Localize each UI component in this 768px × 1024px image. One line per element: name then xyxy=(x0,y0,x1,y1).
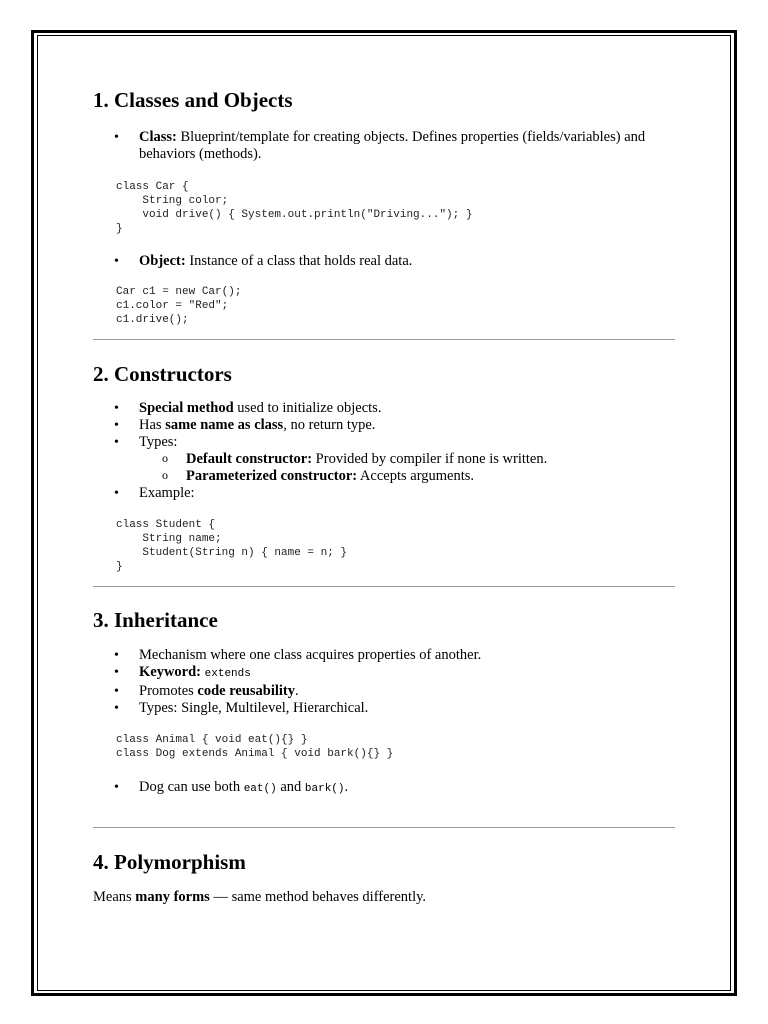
constructor-bullet-special xyxy=(93,400,675,417)
default-constructor-term: Default constructor: xyxy=(186,451,313,467)
dog-bullet-list xyxy=(93,779,675,798)
inheritance-bullet-list xyxy=(93,647,675,717)
car-object-code: Car c1 = new Car(); c1.color = "Red"; c1.drive(); xyxy=(116,286,242,326)
dog-and: and xyxy=(276,779,305,795)
dog-methods-bullet xyxy=(93,779,675,798)
reuse-prefix: Promotes xyxy=(139,683,198,699)
section-heading-inheritance: 3. Inheritance xyxy=(93,608,218,632)
inheritance-bullet-keyword xyxy=(93,664,675,683)
animal-dog-code: class Animal { void eat(){} } class Dog extends Animal { void bark(){} } xyxy=(116,734,394,760)
class-term: Class: xyxy=(139,129,177,145)
reuse-suffix: . xyxy=(295,683,299,699)
dog-prefix: Dog can use both xyxy=(139,779,244,795)
section-divider xyxy=(93,339,675,340)
eat-method: eat() xyxy=(243,783,277,795)
section-heading-classes-objects: 1. Classes and Objects xyxy=(93,88,293,112)
types-label: Types: xyxy=(139,434,178,450)
object-definition-bullet xyxy=(93,253,675,270)
reuse-term: code reusability xyxy=(197,683,296,699)
default-constructor-text: Provided by compiler if none is written. xyxy=(312,451,548,467)
constructor-types-sublist xyxy=(139,451,675,485)
section-heading-polymorphism: 4. Polymorphism xyxy=(93,850,246,874)
parameterized-constructor-text: Accepts arguments. xyxy=(357,468,475,484)
special-method-text: used to initialize objects. xyxy=(233,400,382,416)
constructor-bullet-name xyxy=(93,417,675,434)
polymorphism-paragraph xyxy=(93,889,675,906)
inheritance-bullet-reuse xyxy=(93,683,675,700)
same-name-text: , no return type. xyxy=(283,417,376,433)
classes-bullet-list xyxy=(93,129,675,163)
class-definition-bullet xyxy=(93,129,675,163)
document-content xyxy=(93,88,675,906)
poly-prefix: Means xyxy=(93,889,136,905)
section-heading-constructors: 2. Constructors xyxy=(93,362,232,386)
object-term: Object: xyxy=(139,253,186,269)
extends-keyword: extends xyxy=(204,668,251,680)
student-class-code: class Student { String name; Student(String n) { name = n; } } xyxy=(116,519,348,573)
object-bullet-list xyxy=(93,253,675,270)
object-description: Instance of a class that holds real data. xyxy=(185,253,413,269)
parameterized-constructor-item xyxy=(139,468,675,485)
parameterized-constructor-term: Parameterized constructor: xyxy=(186,468,358,484)
car-class-code: class Car { String color; void drive() { System.out.println("Driving..."); } } xyxy=(116,181,473,235)
example-label: Example: xyxy=(139,485,195,501)
inheritance-bullet-mechanism xyxy=(93,647,675,664)
inheritance-bullet-types xyxy=(93,700,675,717)
mechanism-text: Mechanism where one class acquires properties of another. xyxy=(139,647,482,663)
inheritance-types-text: Types: Single, Multilevel, Hierarchical. xyxy=(139,700,369,716)
bark-method: bark() xyxy=(304,783,345,795)
same-name-prefix: Has xyxy=(139,417,166,433)
many-forms-term: many forms xyxy=(135,889,210,905)
constructors-bullet-list xyxy=(93,400,675,502)
keyword-term: Keyword: xyxy=(139,664,202,680)
section-divider xyxy=(93,586,675,587)
section-divider xyxy=(93,827,675,828)
special-method-term: Special method xyxy=(139,400,234,416)
constructor-bullet-types xyxy=(93,434,675,485)
poly-suffix: — same method behaves differently. xyxy=(209,889,427,905)
constructor-bullet-example xyxy=(93,485,675,502)
same-name-term: same name as class xyxy=(165,417,284,433)
dog-suffix: . xyxy=(344,779,349,795)
class-description: Blueprint/template for creating objects. Defines properties (fields/variables) and behaviors (methods). xyxy=(139,129,646,162)
default-constructor-item xyxy=(139,451,675,468)
